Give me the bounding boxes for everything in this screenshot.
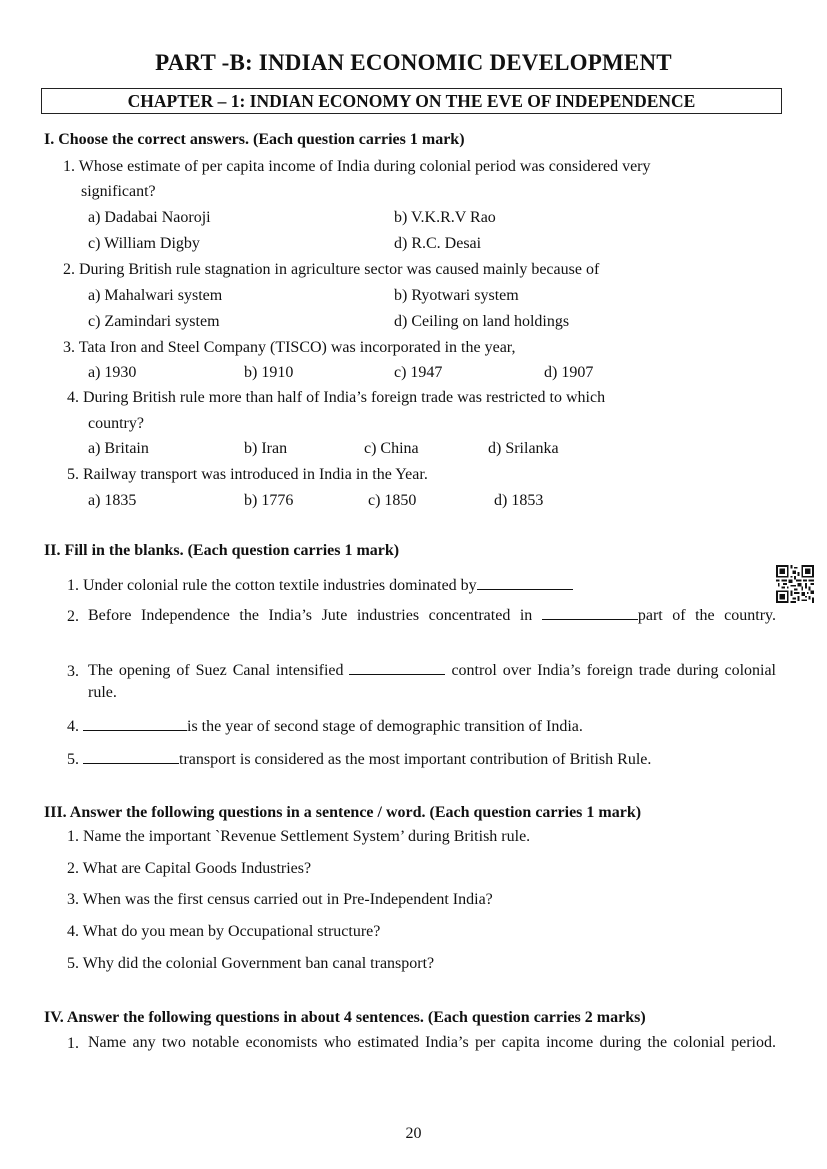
s1-q1-option-c: c) William Digby: [88, 235, 200, 252]
s2-q4: [67, 716, 583, 737]
s1-q4-option-c: c) China: [364, 440, 419, 457]
qr-code-icon: [776, 565, 814, 603]
s2-q5-text: transport is considered as the most important contribution of British Rule.: [179, 751, 652, 768]
s2-q1-text: Under colonial rule the cotton textile industries dominated by: [83, 577, 477, 594]
s1-q2-text: 2. During British rule stagnation in agriculture sector was caused mainly because of: [63, 261, 600, 278]
s2-q3-number: 3.: [67, 663, 79, 680]
s1-q3-option-d: d) 1907: [544, 364, 594, 381]
s1-q2-option-a: a) Mahalwari system: [88, 287, 223, 304]
s3-q3: 3. When was the first census carried out in Pre-Independent India?: [67, 891, 493, 908]
s1-q3-text: 3. Tata Iron and Steel Company (TISCO) was incorporated in the year,: [63, 339, 516, 356]
page-number: 20: [405, 1125, 422, 1142]
s2-q2-number: 2.: [67, 608, 79, 625]
section-4-heading: IV. Answer the following questions in about 4 sentences. (Each question carries 2 marks): [44, 1009, 646, 1026]
s1-q2-option-d: d) Ceiling on land holdings: [394, 313, 570, 330]
s2-q2-blank: [542, 605, 638, 620]
s1-q5-text: 5. Railway transport was introduced in India in the Year.: [67, 466, 428, 483]
s1-q5-option-b: b) 1776: [244, 492, 294, 509]
s2-q4-number: 4.: [67, 718, 83, 735]
s1-q3-option-a: a) 1930: [88, 364, 137, 381]
s3-q1: 1. Name the important `Revenue Settlement System’ during British rule.: [67, 828, 531, 845]
s2-q4-text: is the year of second stage of demographic transition of India.: [187, 718, 583, 735]
s2-q3-text-after: control over India’s foreign trade during colonial rule.: [88, 662, 777, 701]
section-2-heading: II. Fill in the blanks. (Each question carries 1 mark): [44, 542, 400, 559]
s1-q5-option-a: a) 1835: [88, 492, 137, 509]
s1-q1-line2: significant?: [81, 183, 156, 200]
s4-q1-text: Name any two notable economists who estimated India’s per capita income during the colonial period.: [88, 1034, 776, 1051]
s1-q4-option-d: d) Srilanka: [488, 440, 559, 457]
s1-q3-option-c: c) 1947: [394, 364, 443, 381]
s1-q5-option-d: d) 1853: [494, 492, 544, 509]
s2-q3-text-before: The opening of Suez Canal intensified: [88, 662, 344, 679]
s1-q4-line1: 4. During British rule more than half of India’s foreign trade was restricted to which: [67, 389, 606, 406]
s3-q4: 4. What do you mean by Occupational structure?: [67, 923, 381, 940]
section-1-heading: I. Choose the correct answers. (Each question carries 1 mark): [44, 131, 465, 148]
s2-q5-blank: [83, 749, 179, 764]
s1-q2-option-b: b) Ryotwari system: [394, 287, 519, 304]
section-3-heading: III. Answer the following questions in a sentence / word. (Each question carries 1 mark): [44, 804, 642, 821]
s4-q1-number: 1.: [67, 1035, 79, 1052]
s1-q3-option-b: b) 1910: [244, 364, 294, 381]
s1-q2-option-c: c) Zamindari system: [88, 313, 220, 330]
s1-q1-line1: 1. Whose estimate of per capita income of India during colonial period was considered very: [63, 158, 651, 175]
s2-q2: [88, 605, 776, 649]
s2-q5-number: 5.: [67, 751, 83, 768]
part-title: PART -B: INDIAN ECONOMIC DEVELOPMENT: [155, 50, 672, 75]
s1-q5-option-c: c) 1850: [368, 492, 417, 509]
s2-q5: [67, 749, 651, 770]
s1-q1-option-a: a) Dadabai Naoroji: [88, 209, 211, 226]
s2-q4-blank: [83, 716, 187, 731]
s1-q1-option-d: d) R.C. Desai: [394, 235, 482, 252]
s3-q5: 5. Why did the colonial Government ban canal transport?: [67, 955, 435, 972]
s1-q4-option-b: b) Iran: [244, 440, 288, 457]
s1-q4-line2: country?: [88, 415, 144, 432]
s1-q1-option-b: b) V.K.R.V Rao: [394, 209, 496, 226]
s2-q1-number: 1.: [67, 577, 83, 594]
s2-q1-blank: [477, 575, 573, 590]
s3-q2: 2. What are Capital Goods Industries?: [67, 860, 312, 877]
s2-q3-blank: [349, 660, 445, 675]
s1-q4-option-a: a) Britain: [88, 440, 149, 457]
s2-q2-text-before: Before Independence the India’s Jute industries concentrated in: [88, 607, 533, 624]
s2-q1: [67, 575, 573, 596]
chapter-title: CHAPTER – 1: INDIAN ECONOMY ON THE EVE OF INDEPENDENCE: [41, 88, 782, 114]
s2-q2-text-after: part of the country.: [637, 607, 777, 624]
